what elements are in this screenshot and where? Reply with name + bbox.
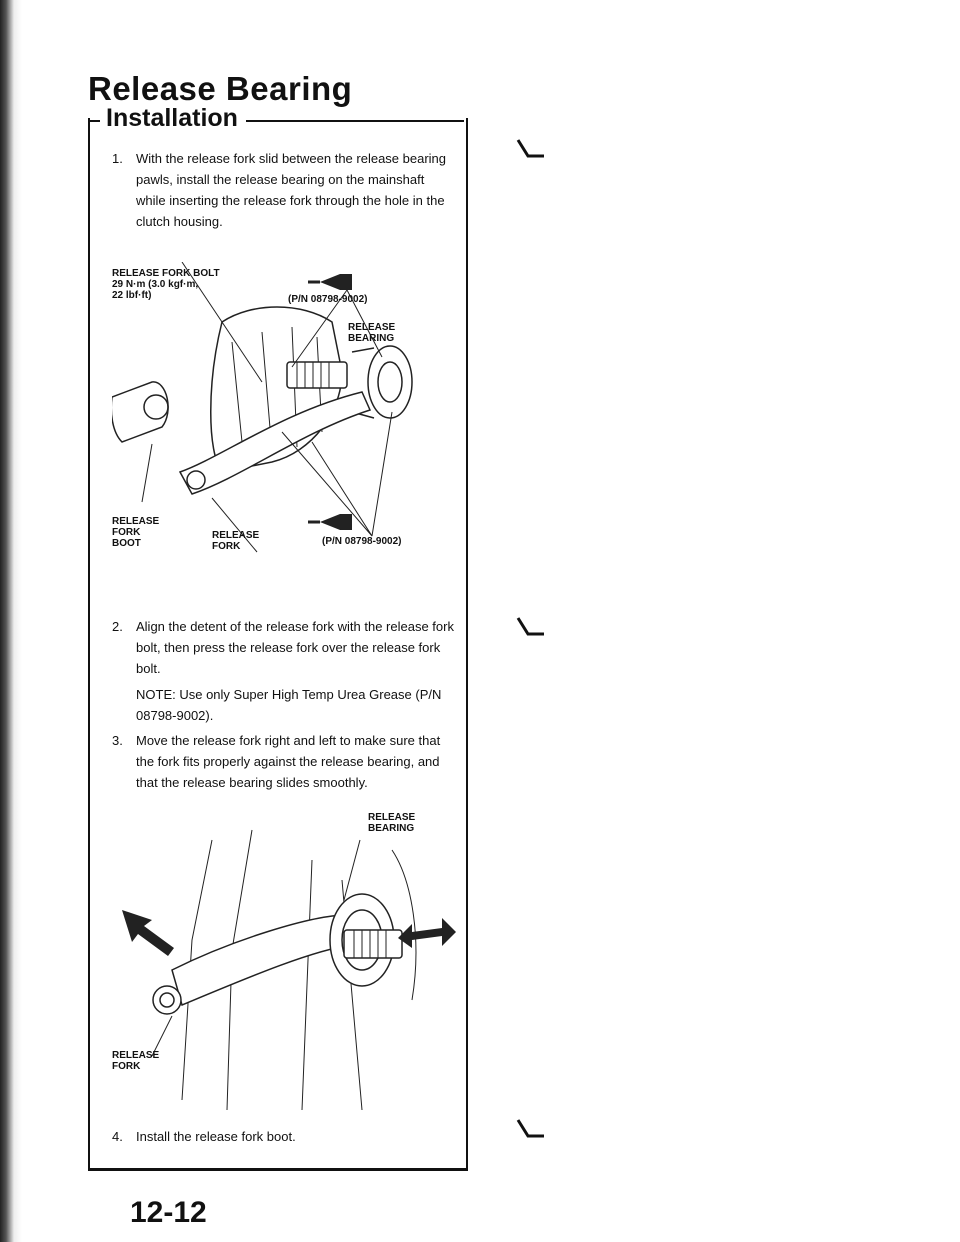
figure-2-illustration — [112, 820, 456, 1112]
grease-pn-bottom: (P/N 08798-9002) — [322, 536, 402, 547]
scan-edge — [0, 0, 22, 1242]
scan-corner-mark — [516, 138, 546, 162]
step-number: 3. — [112, 733, 123, 748]
section-title: Installation — [106, 104, 238, 132]
step-number: 1. — [112, 151, 123, 166]
bearing-callout: RELEASE BEARING — [368, 812, 416, 834]
grease-note: NOTE: Use only Super High Temp Urea Grease (P/N 08798-9002). — [136, 687, 442, 723]
figure-fork-movement — [112, 812, 456, 1112]
movement-arrow-left-icon — [122, 910, 174, 956]
step-text: Move the release fork right and left to make sure that the fork fits properly against the release bearing, and that the release bearing slides smoothly. — [136, 733, 441, 790]
panel-bottom-rule — [88, 1168, 468, 1171]
fork-callout: RELEASE FORK — [112, 1050, 160, 1072]
release-bearing — [368, 346, 412, 418]
grease-tube-icon — [308, 274, 352, 290]
release-fork — [172, 915, 352, 1005]
step-text: Align the detent of the release fork with the release fork bolt, then press the release fork over the release fork bolt. — [136, 619, 454, 676]
mainshaft — [344, 930, 402, 958]
mainshaft — [287, 362, 347, 388]
page-title: Release Bearing — [88, 70, 353, 107]
grease-pn-top: (P/N 08798-9002) — [288, 294, 368, 305]
step-number: 4. — [112, 1129, 123, 1144]
fork-callout: RELEASE FORK — [212, 530, 260, 552]
release-fork-boot — [112, 382, 168, 442]
step-number: 2. — [112, 619, 123, 634]
bolt-callout: RELEASE FORK BOLT 29 N·m (3.0 kgf·m, 22 lbf·ft) — [112, 268, 220, 301]
release-fork — [180, 392, 370, 494]
step-text: Install the release fork boot. — [136, 1129, 296, 1144]
movement-arrow-right-icon — [398, 918, 456, 948]
step-text: With the release fork slid between the release bearing pawls, install the release bearing on the mainshaft while inserting the release fork through the hole in the clutch housing. — [136, 151, 447, 229]
page-number: 12-12 — [130, 1196, 207, 1229]
figure-release-bearing-install — [112, 262, 456, 584]
grease-tube-icon — [308, 514, 352, 530]
figure-1-illustration — [112, 262, 456, 584]
bearing-callout: RELEASE BEARING — [348, 322, 396, 344]
boot-callout: RELEASE FORK BOOT — [112, 516, 160, 549]
scan-corner-mark — [516, 1118, 546, 1142]
scan-corner-mark — [516, 616, 546, 640]
